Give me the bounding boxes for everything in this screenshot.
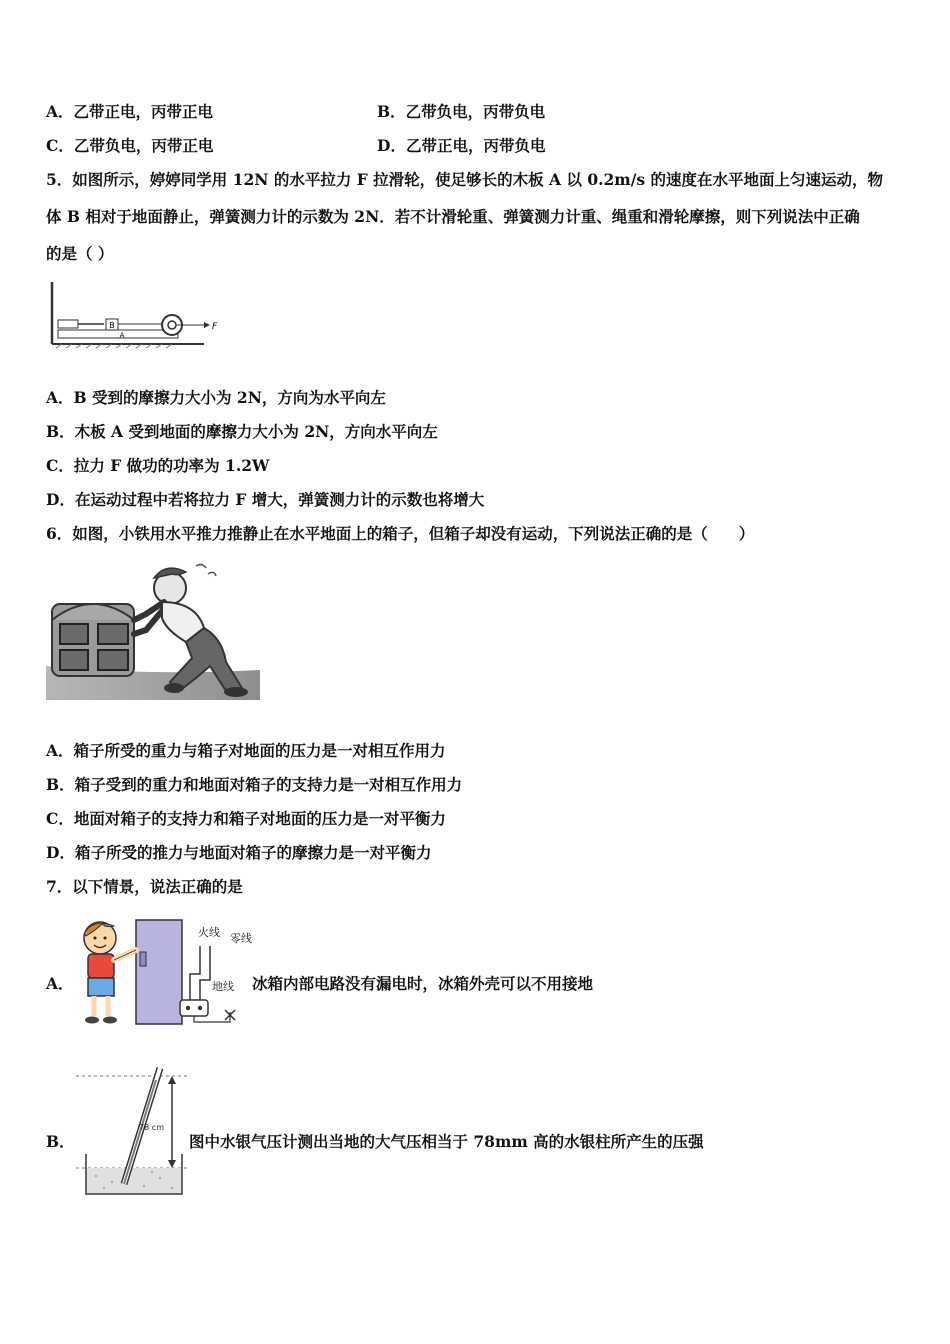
- q5-stem-line3: 的是（ ）: [46, 244, 114, 263]
- q6-option-d: D．箱子所受的推力与地面对箱子的摩擦力是一对平衡力: [46, 843, 432, 862]
- q5-stem-line2: 体 B 相对于地面静止，弹簧测力计的示数为 2N．若不计滑轮重、弹簧测力计重、绳重和滑轮摩擦，则下列说法中正确: [46, 207, 860, 226]
- q7-barometer-figure: [76, 1062, 188, 1198]
- q6-stem: 6．如图，小铁用水平推力推静止在水平地面上的箱子，但箱子却没有运动，下列说法正确的是（ ）: [46, 524, 755, 543]
- q6-push-box-figure: [46, 558, 260, 700]
- q7-option-a-text: 冰箱内部电路没有漏电时，冰箱外壳可以不用接地: [252, 974, 594, 993]
- q7-option-a-label: A．: [46, 974, 74, 993]
- q4-option-c: C．乙带负电，丙带正电: [46, 136, 214, 155]
- q4-option-b: B．乙带负电，丙带负电: [377, 102, 546, 121]
- q7-stem: 7．以下情景，说法正确的是: [46, 877, 243, 896]
- q4-option-a: A．乙带正电，丙带正电: [46, 102, 214, 121]
- q5-pulley-figure: [44, 280, 224, 350]
- q7-option-b-label: B．: [46, 1132, 75, 1151]
- q5-stem-line1: 5．如图所示，婷婷同学用 12N 的水平拉力 F 拉滑轮，使足够长的木板 A 以 0.2m/s 的速度在水平地面上匀速运动，物: [46, 170, 883, 189]
- q5-fig-label-b: B: [109, 321, 115, 330]
- q7-label-fire-wire: 火线: [198, 926, 220, 939]
- q7-label-zero-wire: 零线: [230, 932, 252, 945]
- q6-option-b: B．箱子受到的重力和地面对箱子的支持力是一对相互作用力: [46, 775, 463, 794]
- q7-barometer-height-label: 78 cm: [139, 1123, 164, 1132]
- q7-fridge-ground-figure: [76, 916, 252, 1030]
- q5-option-b: B．木板 A 受到地面的摩擦力大小为 2N，方向水平向左: [46, 422, 438, 441]
- q5-fig-label-a: A: [119, 331, 125, 340]
- q5-option-d: D．在运动过程中若将拉力 F 增大，弹簧测力计的示数也将增大: [46, 490, 485, 509]
- q5-option-c: C．拉力 F 做功的功率为 1.2W: [46, 456, 270, 475]
- q7-label-ground-wire: 地线: [212, 980, 234, 993]
- q6-option-a: A．箱子所受的重力与箱子对地面的压力是一对相互作用力: [46, 741, 446, 760]
- q4-option-d: D．乙带正电，丙带负电: [377, 136, 546, 155]
- q6-option-c: C．地面对箱子的支持力和箱子对地面的压力是一对平衡力: [46, 809, 446, 828]
- q5-option-a: A．B 受到的摩擦力大小为 2N，方向为水平向左: [46, 388, 386, 407]
- q7-option-b-text: 图中水银气压计测出当地的大气压相当于 78mm 高的水银柱所产生的压强: [189, 1132, 704, 1151]
- q5-fig-label-f: F: [212, 322, 218, 332]
